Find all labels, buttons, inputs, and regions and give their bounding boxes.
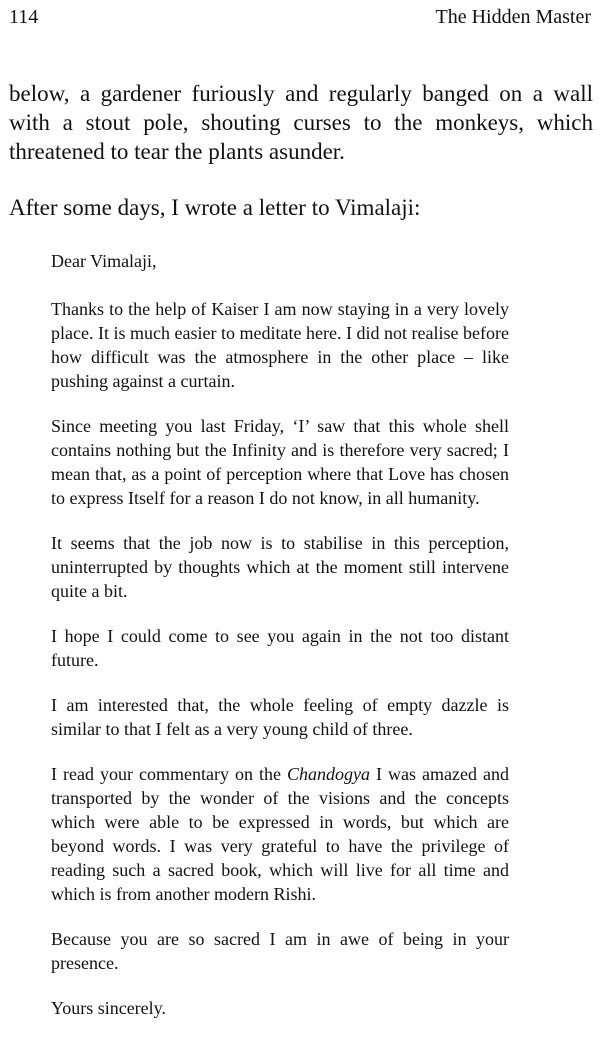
text-run: I was amazed and transported by the wonder of the visions and the concepts which were able to be expressed in words, but which are beyond words. I was very grateful to have the privilege of reading such a sacred book, which will live for all time and which is from another modern Rishi. (51, 764, 510, 904)
lead-paragraph: After some days, I wrote a letter to Vimalaji: (9, 195, 421, 220)
intro-paragraph: below, a gardener furiously and regularly banged on a wall with a stout pole, shouting curses to the monkeys, which threatened to tear the plants asunder. (9, 81, 593, 164)
running-title: The Hidden Master (435, 6, 591, 28)
letter-paragraph (51, 762, 509, 906)
letter-body (51, 249, 509, 1041)
letter-paragraph: Thanks to the help of Kaiser I am now staying in a very lovely place. It is much easier to meditate here. I did not realise before how difficult was the atmosphere in the other place – like pushing against a curtain. (51, 299, 509, 391)
letter-paragraph: It seems that the job now is to stabilise in this perception, uninterrupted by thoughts which at the moment still intervene quite a bit. (51, 533, 509, 601)
letter-paragraph: Since meeting you last Friday, ‘I’ saw that this whole shell contains nothing but the Infinity and is therefore very sacred; I mean that, as a point of perception where that Love has chosen to express Itself for a reason I do not know, in all humanity. (51, 416, 509, 508)
letter-paragraph: Because you are so sacred I am in awe of being in your presence. (51, 929, 509, 973)
letter-paragraph: I am interested that, the whole feeling of empty dazzle is similar to that I felt as a very young child of three. (51, 695, 509, 739)
letter-paragraph: I hope I could come to see you again in the not too distant future. (51, 626, 509, 670)
page-number: 114 (9, 6, 39, 28)
page-header (9, 6, 591, 36)
letter-salutation: Dear Vimalaji, (51, 251, 157, 271)
book-title: Chandogya (287, 764, 371, 784)
text-run: I read your commentary on the (51, 764, 288, 784)
letter-closing: Yours sincerely. (51, 998, 166, 1018)
